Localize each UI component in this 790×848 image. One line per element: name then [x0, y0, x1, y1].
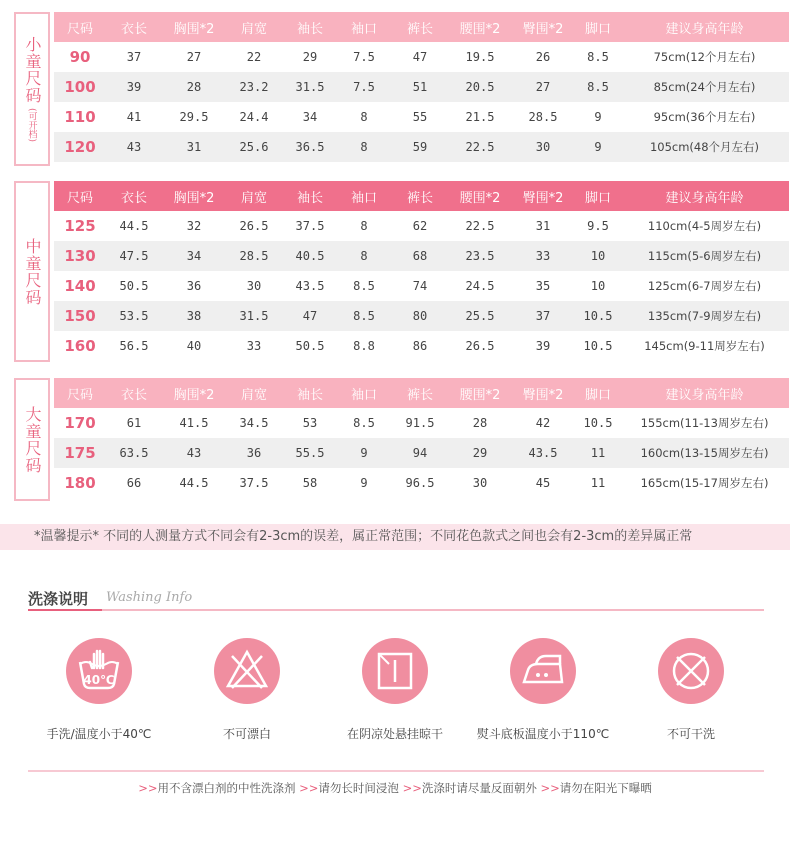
table-cell: 28.5 [239, 249, 269, 263]
no-dry-clean-icon [658, 638, 724, 704]
header-cell: 腰围*2 [459, 190, 501, 206]
table-cell: 26.5 [239, 219, 269, 233]
table-cell: 59 [412, 140, 428, 154]
table-cell: 165cm(15-17周岁左右) [640, 476, 769, 490]
table-cell: 36 [186, 279, 202, 293]
table-cell: 40 [186, 339, 202, 353]
table-cell: 9 [594, 140, 602, 154]
care-label: 不可漂白 [222, 727, 271, 741]
divider-accent [28, 609, 102, 611]
group-label-medium [14, 181, 50, 362]
table-cell: 33 [535, 249, 551, 263]
care-item-no-bleach [172, 638, 322, 742]
table-cell: 9 [360, 476, 368, 490]
size-section-large [14, 378, 789, 501]
header-cell: 袖口 [350, 387, 377, 403]
header-cell: 建议身高年龄 [665, 387, 744, 403]
table-cell: 19.5 [465, 50, 495, 64]
table-cell: 10.5 [583, 416, 613, 430]
size-cell: 100 [64, 78, 96, 96]
table-cell: 50.5 [295, 339, 325, 353]
table-cell: 22.5 [465, 219, 495, 233]
table-cell: 74 [412, 279, 428, 293]
table-cell: 27 [186, 50, 202, 64]
header-cell: 臀围*2 [522, 21, 564, 37]
table-cell: 95cm(36个月左右) [653, 110, 756, 124]
table-row [54, 42, 789, 72]
table-cell: 32 [186, 219, 202, 233]
table-cell: 24.5 [465, 279, 495, 293]
care-label: 不可干洗 [666, 727, 715, 741]
table-cell: 9 [360, 446, 368, 460]
table-cell: 8.5 [587, 50, 609, 64]
table-cell: 34 [186, 249, 202, 263]
table-cell: 50.5 [119, 279, 149, 293]
table-row [54, 132, 789, 162]
group-note-text: (可开档) [26, 107, 37, 143]
header-cell: 胸围*2 [173, 21, 215, 37]
tip-text: 请勿在阳光下曝晒 [559, 781, 652, 795]
table-cell: 11 [590, 446, 606, 460]
table-cell: 8.5 [353, 416, 375, 430]
table-row [54, 72, 789, 102]
table-cell: 61 [126, 416, 142, 430]
table-cell: 10.5 [583, 339, 613, 353]
table-row [54, 211, 789, 241]
header-cell: 袖口 [350, 21, 377, 37]
header-cell: 胸围*2 [173, 387, 215, 403]
table-cell: 30 [246, 279, 262, 293]
line-dry-shade-icon [362, 638, 428, 704]
table-cell: 39 [126, 80, 142, 94]
table-cell: 155cm(11-13周岁左右) [640, 416, 769, 430]
table-cell: 29 [302, 50, 318, 64]
table-cell: 23.5 [465, 249, 495, 263]
table-cell: 20.5 [465, 80, 495, 94]
table-cell: 8 [360, 140, 368, 154]
care-item-line-dry [320, 638, 470, 742]
size-cell: 180 [64, 474, 96, 492]
size-cell: 130 [64, 247, 96, 265]
header-cell: 裤长 [406, 190, 433, 206]
hand-wash-icon [66, 638, 132, 704]
table-cell: 41 [126, 110, 142, 124]
group-label-text: 小童尺码 [23, 35, 42, 104]
table-cell: 43.5 [295, 279, 325, 293]
table-cell: 9.5 [587, 219, 609, 233]
table-cell: 44.5 [179, 476, 209, 490]
table-cell: 9 [594, 110, 602, 124]
care-item-iron [468, 638, 618, 742]
size-cell: 175 [64, 444, 96, 462]
measurement-notice: *温馨提示* 不同的人测量方式不同会有2-3cm的误差，属正常范围；不同花色款式之间也会有2-3cm的差异属正常 [0, 524, 790, 550]
header-cell: 袖口 [350, 190, 377, 206]
table-cell: 85cm(24个月左右) [653, 80, 756, 94]
table-row [54, 438, 789, 468]
table-cell: 8 [360, 110, 368, 124]
header-cell: 尺码 [66, 190, 93, 206]
table-cell: 86 [412, 339, 428, 353]
table-cell: 8.5 [353, 309, 375, 323]
header-cell: 衣长 [120, 21, 147, 37]
table-cell: 56.5 [119, 339, 149, 353]
group-label-text: 大童尺码 [23, 405, 42, 474]
table-cell: 24.4 [239, 110, 269, 124]
table-cell: 47 [412, 50, 428, 64]
table-cell: 53.5 [119, 309, 149, 323]
table-header [54, 12, 789, 42]
table-cell: 31 [186, 140, 202, 154]
table-cell: 23.2 [239, 80, 269, 94]
tip-arrow: >> [138, 781, 158, 795]
header-cell: 衣长 [120, 387, 147, 403]
table-row [54, 331, 789, 361]
table-cell: 43.5 [528, 446, 558, 460]
washing-tips [0, 780, 790, 796]
care-item-hand-wash [24, 638, 174, 742]
header-cell: 肩宽 [240, 21, 267, 37]
care-label: 在阴凉处悬挂晾干 [346, 727, 443, 741]
table-row [54, 301, 789, 331]
tip-arrow: >> [299, 781, 319, 795]
tip-text: 用不含漂白剂的中性洗涤剂 [157, 781, 296, 795]
table-cell: 45 [535, 476, 551, 490]
table-row [54, 241, 789, 271]
size-cell: 110 [64, 108, 96, 126]
care-item-no-dry-clean [616, 638, 766, 742]
table-cell: 8 [360, 219, 368, 233]
table-cell: 29.5 [179, 110, 209, 124]
header-cell: 腰围*2 [459, 21, 501, 37]
table-cell: 10 [590, 279, 606, 293]
table-cell: 33 [246, 339, 262, 353]
table-row [54, 468, 789, 498]
header-cell: 臀围*2 [522, 387, 564, 403]
tip-text: 洗涤时请尽量反面朝外 [421, 781, 537, 795]
table-cell: 28 [186, 80, 202, 94]
table-cell: 51 [412, 80, 428, 94]
table-cell: 7.5 [353, 50, 375, 64]
table-cell: 31.5 [239, 309, 269, 323]
table-cell: 43 [126, 140, 142, 154]
group-label-large [14, 378, 50, 501]
table-cell: 115cm(5-6周岁左右) [647, 249, 762, 263]
table-cell: 30 [472, 476, 488, 490]
table-cell: 31.5 [295, 80, 325, 94]
header-cell: 肩宽 [240, 387, 267, 403]
header-cell: 胸围*2 [173, 190, 215, 206]
table-cell: 34 [302, 110, 318, 124]
header-cell: 脚口 [584, 387, 611, 403]
table-cell: 55.5 [295, 446, 325, 460]
tip-text: 请勿长时间浸泡 [318, 781, 399, 795]
table-cell: 22.5 [465, 140, 495, 154]
table-cell: 43 [186, 446, 202, 460]
table-cell: 8.5 [587, 80, 609, 94]
no-bleach-icon [214, 638, 280, 704]
header-cell: 建议身高年龄 [665, 21, 744, 37]
size-cell: 170 [64, 414, 96, 432]
table-cell: 25.5 [465, 309, 495, 323]
table-cell: 31 [535, 219, 551, 233]
table-row [54, 271, 789, 301]
care-label: 手洗/温度小于40℃ [46, 727, 152, 741]
table-cell: 10 [590, 249, 606, 263]
size-table-large [54, 378, 789, 498]
table-cell: 44.5 [119, 219, 149, 233]
header-cell: 肩宽 [240, 190, 267, 206]
table-cell: 53 [302, 416, 318, 430]
washing-subtitle: Washing Info [106, 590, 193, 605]
header-cell: 衣长 [120, 190, 147, 206]
table-cell: 63.5 [119, 446, 149, 460]
table-cell: 94 [412, 446, 428, 460]
table-cell: 11 [590, 476, 606, 490]
divider [28, 770, 764, 772]
table-cell: 68 [412, 249, 428, 263]
size-cell: 140 [64, 277, 96, 295]
table-cell: 75cm(12个月左右) [653, 50, 756, 64]
table-cell: 125cm(6-7周岁左右) [647, 279, 762, 293]
group-label-text: 中童尺码 [23, 237, 42, 306]
table-cell: 62 [412, 219, 428, 233]
table-cell: 91.5 [405, 416, 435, 430]
table-cell: 10.5 [583, 309, 613, 323]
table-cell: 8.5 [353, 279, 375, 293]
table-cell: 29 [472, 446, 488, 460]
care-label: 熨斗底板温度小于110℃ [476, 727, 610, 741]
table-cell: 35 [535, 279, 551, 293]
table-cell: 27 [535, 80, 551, 94]
size-cell: 125 [64, 217, 96, 235]
table-cell: 26 [535, 50, 551, 64]
table-header [54, 181, 789, 211]
table-cell: 39 [535, 339, 551, 353]
size-table-small [54, 12, 789, 162]
table-cell: 135cm(7-9周岁左右) [647, 309, 762, 323]
size-section-small [14, 12, 789, 166]
table-cell: 40.5 [295, 249, 325, 263]
size-cell: 90 [69, 48, 91, 66]
table-row [54, 408, 789, 438]
table-cell: 37 [535, 309, 551, 323]
table-cell: 34.5 [239, 416, 269, 430]
header-cell: 建议身高年龄 [665, 190, 744, 206]
header-cell: 袖长 [296, 190, 323, 206]
table-cell: 41.5 [179, 416, 209, 430]
table-cell: 80 [412, 309, 428, 323]
table-cell: 36.5 [295, 140, 325, 154]
table-cell: 8 [360, 249, 368, 263]
table-cell: 21.5 [465, 110, 495, 124]
table-cell: 145cm(9-11周岁左右) [644, 339, 765, 353]
table-row [54, 102, 789, 132]
table-cell: 55 [412, 110, 428, 124]
table-cell: 58 [302, 476, 318, 490]
header-cell: 臀围*2 [522, 190, 564, 206]
table-cell: 7.5 [353, 80, 375, 94]
header-cell: 脚口 [584, 190, 611, 206]
table-cell: 38 [186, 309, 202, 323]
table-cell: 36 [246, 446, 262, 460]
table-cell: 96.5 [405, 476, 435, 490]
header-cell: 袖长 [296, 21, 323, 37]
header-cell: 尺码 [66, 21, 93, 37]
iron-icon [510, 638, 576, 704]
table-cell: 105cm(48个月左右) [649, 140, 760, 154]
table-cell: 37.5 [295, 219, 325, 233]
table-cell: 47 [302, 309, 318, 323]
size-cell: 150 [64, 307, 96, 325]
table-cell: 42 [535, 416, 551, 430]
tip-arrow: >> [402, 781, 422, 795]
table-header [54, 378, 789, 408]
group-label-small [14, 12, 50, 166]
temp-label: 40℃ [83, 673, 115, 687]
table-cell: 37 [126, 50, 142, 64]
header-cell: 裤长 [406, 387, 433, 403]
divider [28, 609, 764, 611]
table-cell: 8.8 [353, 339, 375, 353]
table-cell: 28.5 [528, 110, 558, 124]
size-cell: 160 [64, 337, 96, 355]
table-cell: 26.5 [465, 339, 495, 353]
tip-arrow: >> [540, 781, 560, 795]
size-cell: 120 [64, 138, 96, 156]
table-cell: 160cm(13-15周岁左右) [640, 446, 769, 460]
size-section-medium [14, 181, 789, 362]
table-cell: 22 [246, 50, 262, 64]
header-cell: 袖长 [296, 387, 323, 403]
table-cell: 47.5 [119, 249, 149, 263]
header-cell: 腰围*2 [459, 387, 501, 403]
table-cell: 37.5 [239, 476, 269, 490]
header-cell: 尺码 [66, 387, 93, 403]
washing-title: 洗涤说明 [28, 590, 89, 608]
size-table-medium [54, 181, 789, 361]
table-cell: 110cm(4-5周岁左右) [647, 219, 762, 233]
table-cell: 25.6 [239, 140, 269, 154]
table-cell: 28 [472, 416, 488, 430]
table-cell: 30 [535, 140, 551, 154]
table-cell: 66 [126, 476, 142, 490]
header-cell: 脚口 [584, 21, 611, 37]
header-cell: 裤长 [406, 21, 433, 37]
